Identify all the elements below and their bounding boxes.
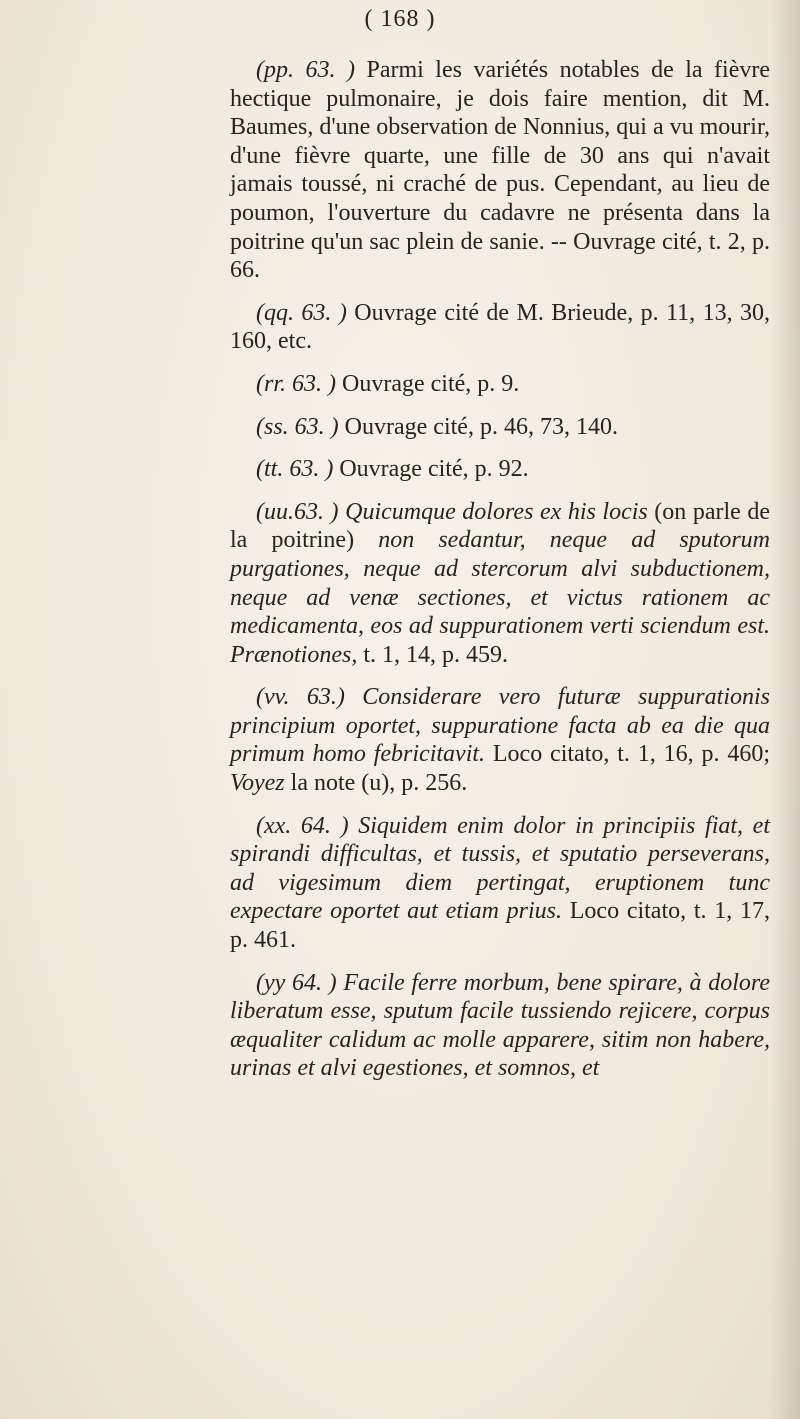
note-text: Parmi les variétés notables de la fièvre hectique pulmonaire, je dois faire mention, dit M. Baumes, d'une observation de Nonnius, qui a vu mourir, d'une fièvre quarte, une fille de 30 ans qui n'avait jamais toussé, ni craché de pus. Cependant, au lieu de poumon, l'ouverture du cadavre ne présenta dans la poitrine qu'un sac plein de sanie. -- Ouvrage cité, t. 2, p. 66. — [230, 57, 770, 284]
note-text: Ouvrage cité, p. 92. — [339, 456, 529, 483]
latin-quote: Facile ferre morbum, bene spirare, à dolore liberatum esse, sputum facile tussiendo rejicere, corpus æqualiter calidum ac molle apparere, sitim non habere, urinas et alvi egestiones, et somnos, et — [230, 969, 771, 1082]
note-rr — [230, 370, 770, 399]
citation: Loco citato, t. 1, 17, p. 461. — [230, 898, 771, 954]
note-yy — [230, 969, 770, 1083]
note-tt — [230, 455, 770, 484]
see-also-ref: la note (u), p. 256. — [290, 770, 468, 797]
see-also-label: Voyez — [230, 770, 285, 797]
latin-quote: Quicumque dolores ex his locis — [345, 498, 648, 525]
note-uu — [230, 498, 770, 670]
note-ref: (tt. 63. ) — [256, 456, 334, 483]
note-ref: (qq. 63. ) — [256, 299, 347, 326]
latin-quote: Siquidem enim dolor in principiis fiat, et spirandi difficultas, et tussis, et sputatio perseverans, ad vigesimum diem pertingat, eruptionem tunc expectare oportet aut etiam prius. — [230, 812, 770, 925]
note-ref: (uu.63. ) — [256, 498, 339, 525]
note-pp — [230, 56, 770, 285]
note-xx — [230, 812, 770, 955]
note-ref: (pp. 63. ) — [256, 57, 355, 83]
note-ss — [230, 413, 770, 442]
citation: t. 1, 14, p. 459. — [363, 641, 509, 668]
note-ref: (xx. 64. ) — [256, 812, 349, 839]
note-text: Ouvrage cité, p. 46, 73, 140. — [344, 413, 618, 440]
note-text: Ouvrage cité de M. Brieude, p. 11, 13, 30, 160, etc. — [230, 299, 771, 355]
note-ref: (vv. 63.) — [256, 684, 345, 711]
latin-quote: Considerare vero futuræ suppurationis principium oportet, suppuratione facta ab ea die qua primum homo febricitavit. — [230, 684, 770, 768]
footnotes-column — [230, 56, 770, 1097]
note-qq — [230, 299, 770, 356]
page-edge-shadow — [770, 0, 800, 1419]
citation: Loco citato, t. 1, 16, p. 460; — [492, 741, 770, 768]
note-ref: (yy 64. ) — [256, 969, 337, 996]
note-vv — [230, 683, 770, 797]
latin-quote: non sedantur, neque ad sputorum purgationes, neque ad stercorum alvi subductionem, neque ad venæ sectiones, et victus rationem ac medicamenta, eos ad suppurationem verti sciendum est. Prænotiones, — [230, 527, 770, 668]
french-aside: (on parle de la poitrine) — [230, 498, 771, 554]
page-number: ( 168 ) — [364, 6, 436, 32]
note-ref: (ss. 63. ) — [256, 413, 339, 440]
note-text: Ouvrage cité, p. 9. — [342, 370, 520, 397]
note-ref: (rr. 63. ) — [256, 370, 337, 397]
